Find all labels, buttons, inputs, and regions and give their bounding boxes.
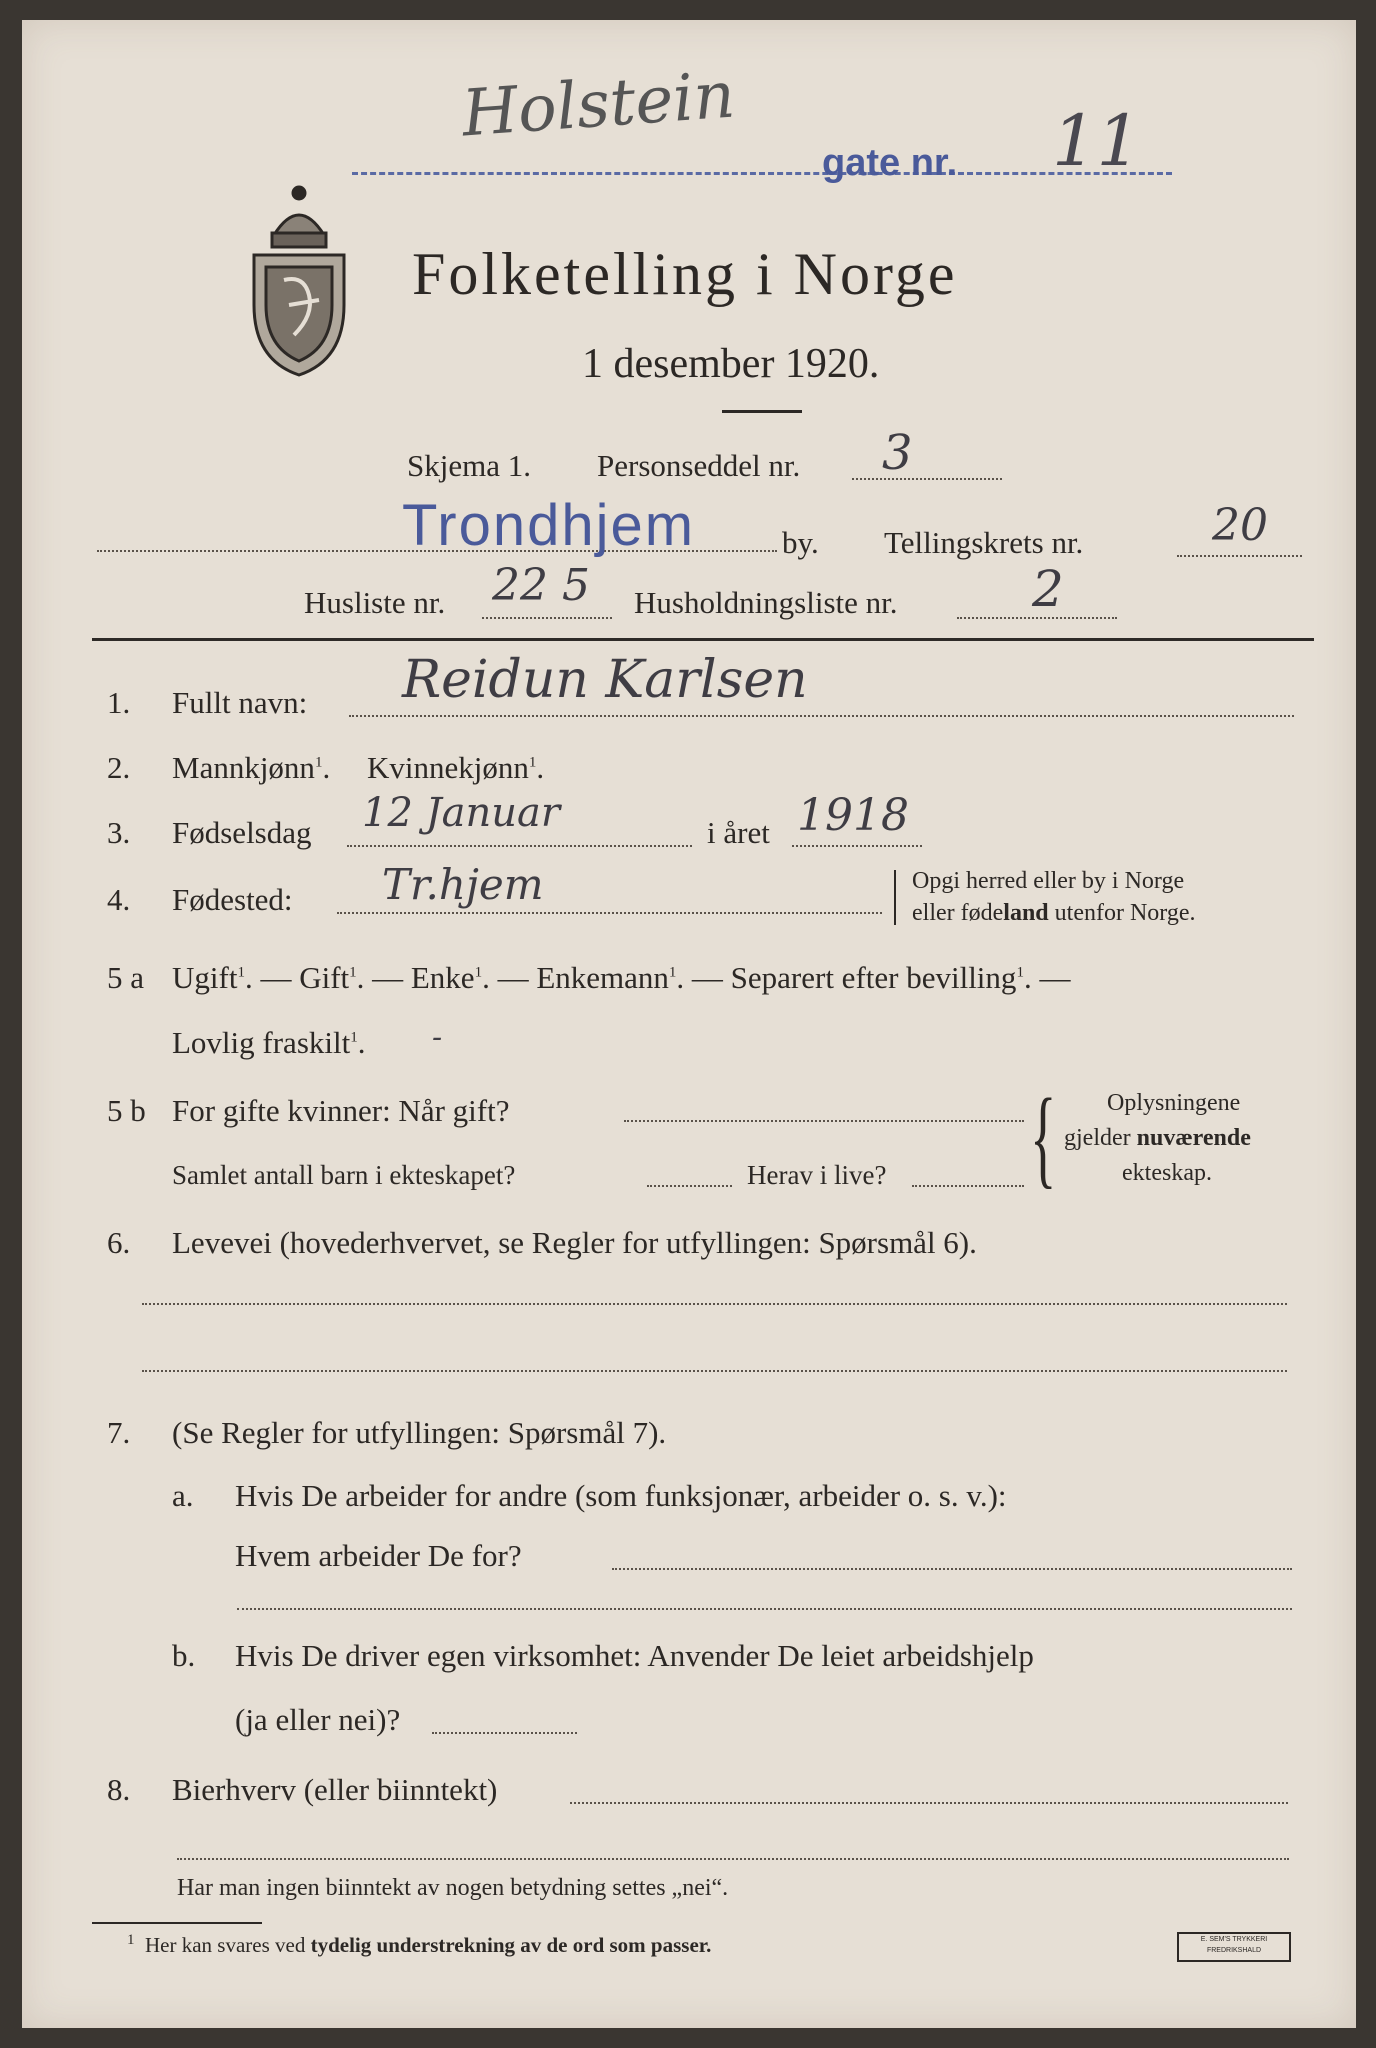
q3-field xyxy=(347,845,692,847)
city-stamp: Trondhjem xyxy=(402,493,696,558)
q7b-text: Hvis De driver egen virksomhet: Anvender De leiet arbeidshjelp xyxy=(235,1638,1034,1673)
q2-number: 2. xyxy=(107,750,131,785)
q1-value: Reidun Karlsen xyxy=(402,650,808,710)
q7a-question: Hvem arbeider De for? xyxy=(235,1538,522,1573)
skjema-label: Skjema 1. xyxy=(407,448,531,483)
q5b-ilive-field xyxy=(912,1185,1024,1187)
q6-number: 6. xyxy=(107,1225,131,1260)
q6-field-2 xyxy=(142,1370,1287,1372)
q4-note-line1: Opgi herred eller by i Norge xyxy=(912,868,1185,894)
tellingskrets-field xyxy=(1177,555,1302,557)
q8-field-1 xyxy=(570,1802,1288,1804)
q7b-field xyxy=(432,1732,577,1734)
q7a-field-1 xyxy=(612,1568,1292,1570)
q1-number: 1. xyxy=(107,685,131,720)
q5b-barn-label: Samlet antall barn i ekteskapet? xyxy=(172,1160,516,1190)
q4-note-line2: eller fødeland utenfor Norge. xyxy=(912,900,1196,926)
q7a-field-2 xyxy=(237,1608,1292,1610)
street-stamp-line xyxy=(352,172,1172,175)
title-divider xyxy=(722,410,802,413)
q7a-letter: a. xyxy=(172,1478,194,1513)
q5b-label: For gifte kvinner: Når gift? xyxy=(172,1093,510,1128)
q3-year-label: i året xyxy=(707,815,770,850)
footnote: $^1$ Her kan svares ved tydelig understrekning av de ord som passer. xyxy=(127,1932,712,1957)
q8-note: Har man ingen biinntekt av nogen betydning settes „nei“. xyxy=(177,1875,729,1901)
q7-label: (Se Regler for utfyllingen: Spørsmål 7). xyxy=(172,1415,667,1450)
census-form xyxy=(22,20,1356,2028)
printer-line2: FREDRIKSHALD xyxy=(1206,1947,1262,1954)
q7b-letter: b. xyxy=(172,1638,196,1673)
tellingskrets-value: 20 xyxy=(1212,500,1268,551)
husholdning-label: Husholdningsliste nr. xyxy=(634,585,898,620)
q1-field xyxy=(349,715,1294,717)
q3-label: Fødselsdag xyxy=(172,815,312,850)
husliste-field xyxy=(482,617,612,619)
printer-mark xyxy=(1177,1932,1291,1962)
q5b-gift-field xyxy=(624,1120,1024,1122)
personseddel-value: 3 xyxy=(882,425,913,481)
q5b-note-line3: ekteskap. xyxy=(1122,1160,1212,1186)
q8-label: Bierhverv (eller biinntekt) xyxy=(172,1772,498,1807)
q4-field xyxy=(337,912,882,914)
q4-label: Fødested: xyxy=(172,882,293,917)
street-handwritten: Holstein xyxy=(459,58,738,152)
q5b-note-line1: Oplysningene xyxy=(1107,1090,1241,1116)
q5a-mark: - xyxy=(432,1020,443,1055)
personseddel-field xyxy=(852,478,1002,480)
q3-number: 3. xyxy=(107,815,131,850)
q1-label: Fullt navn: xyxy=(172,685,308,720)
q7b-question: (ja eller nei)? xyxy=(235,1702,401,1737)
q7a-text: Hvis De arbeider for andre (som funksjonær, arbeider o. s. v.): xyxy=(235,1478,1007,1513)
q5b-ilive-label: Herav i live? xyxy=(747,1160,887,1190)
form-title: Folketelling i Norge xyxy=(412,241,958,307)
q5b-barn-field xyxy=(647,1185,732,1187)
printer-line1: E. SEM'S TRYKKERI xyxy=(1200,1936,1268,1943)
q4-number: 4. xyxy=(107,882,131,917)
coat-of-arms-icon xyxy=(244,175,354,380)
q5a-fraskilt: Lovlig fraskilt$^1$. xyxy=(172,1025,366,1060)
census-date: 1 desember 1920. xyxy=(582,341,880,387)
q5a-number: 5 a xyxy=(107,960,145,995)
q8-number: 8. xyxy=(107,1772,131,1807)
q5b-brace: { xyxy=(1030,1076,1057,1198)
q3-year-value: 1918 xyxy=(797,790,909,841)
street-stamp: gate nr. xyxy=(822,142,958,184)
husholdning-value: 2 xyxy=(1032,560,1064,618)
personseddel-label: Personseddel nr. xyxy=(597,448,801,483)
q6-label: Levevei (hovederhvervet, se Regler for utfyllingen: Spørsmål 6). xyxy=(172,1225,977,1260)
header-rule xyxy=(92,638,1314,641)
footnote-rule xyxy=(92,1922,262,1924)
street-number: 11 xyxy=(1052,100,1142,182)
by-label: by. xyxy=(782,525,819,560)
q6-field-1 xyxy=(142,1303,1287,1305)
q5b-number: 5 b xyxy=(107,1093,146,1128)
q4-note-bar xyxy=(894,870,896,925)
q3-value: 12 Januar xyxy=(362,790,560,836)
q7-number: 7. xyxy=(107,1415,131,1450)
q5b-note-line2: gjelder nuværende xyxy=(1064,1125,1251,1151)
husliste-label: Husliste nr. xyxy=(304,585,446,620)
q5a-options: Ugift$^1$. — Gift$^1$. — Enke$^1$. — Enkemann$^1$. — Separert efter bevilling$^1$. — xyxy=(172,960,1071,995)
q3-year-field xyxy=(792,845,922,847)
q8-field-2 xyxy=(177,1858,1289,1860)
tellingskrets-label: Tellingskrets nr. xyxy=(884,525,1084,560)
q2-kvinnekjonn: Kvinnekjønn$^1$. xyxy=(367,750,545,785)
husliste-value: 22 5 xyxy=(492,560,590,611)
q2-mannkjonn: Mannkjønn$^1$. xyxy=(172,750,331,785)
q4-value: Tr.hjem xyxy=(382,860,544,909)
